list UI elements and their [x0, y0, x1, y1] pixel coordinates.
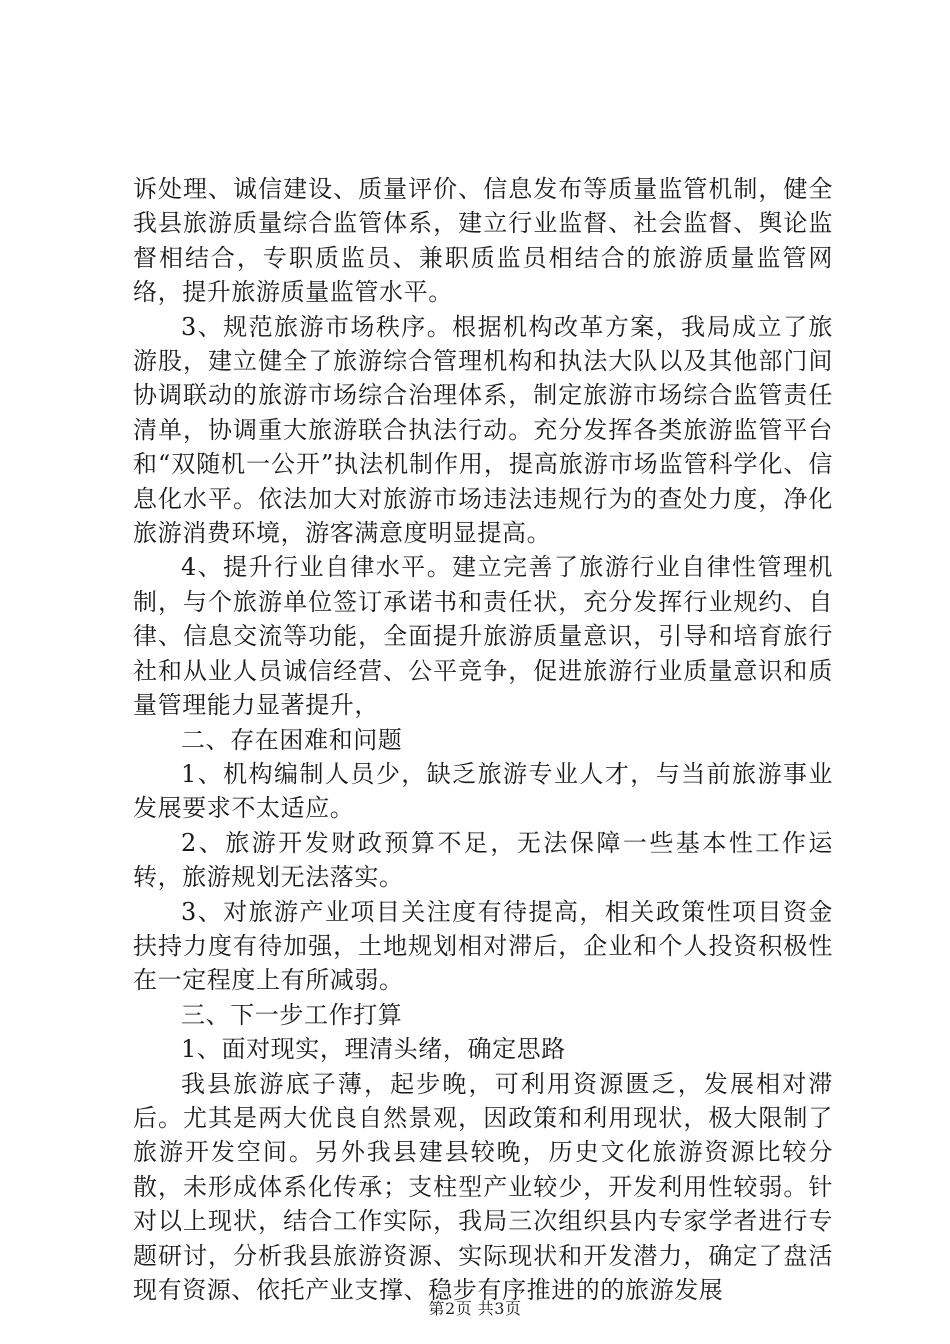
page-footer: 第2页 共3页: [428, 1299, 522, 1318]
document-body: [133, 172, 833, 1307]
paragraph-problem-1: 1、机构编制人员少，缺乏旅游专业人才，与当前旅游事业发展要求不太适应。: [133, 759, 833, 823]
paragraph-problem-2: 2、旅游开发财政预算不足，无法保障一些基本性工作运转，旅游规划无法落实。: [133, 828, 833, 892]
paragraph-self-discipline: 4、提升行业自律水平。建立完善了旅游行业自律性管理机制，与个旅游单位签订承诺书和责任状，充分发挥行业规约、自律、信息交流等功能，全面提升旅游质量意识，引导和培育旅行社和从业人员诚信经营、公平竞争，促进旅游行业质量意识和质量管理能力显著提升，: [133, 553, 833, 720]
paragraph-market-order: 3、规范旅游市场秩序。根据机构改革方案，我局成立了旅游股，建立健全了旅游综合管理机构和执法大队以及其他部门间协调联动的旅游市场综合治理体系，制定旅游市场综合监管责任清单，协调重大旅游联合执法行动。充分发挥各类旅游监管平台和“双随机一公开”执法机制作用，提高旅游市场监管科学化、信息化水平。依法加大对旅游市场违法违规行为的查处力度，净化旅游消费环境，游客满意度明显提高。: [133, 312, 833, 548]
paragraph-next-step-1: 我县旅游底子薄，起步晚，可利用资源匮乏，发展相对滞后。尤其是两大优良自然景观，因政策和利用现状，极大限制了旅游开发空间。另外我县建县较晚，历史文化旅游资源比较分散，未形成体系化传承；支柱型产业较少，开发利用性较弱。针对以上现状，结合工作实际，我局三次组织县内专家学者进行专题研讨，分析我县旅游资源、实际现状和开发潜力，确定了盘活现有资源、依托产业支撑、稳步有序推进的的旅游发展: [133, 1069, 833, 1304]
subheading-next-step-1: 1、面对现实，理清头绪，确定思路: [181, 1035, 566, 1064]
paragraph-problem-3: 3、对旅游产业项目关注度有待提高，相关政策性项目资金扶持力度有待加强，土地规划相对滞后，企业和个人投资积极性在一定程度上有所减弱。: [133, 897, 833, 995]
section-heading-next-steps: 三、下一步工作打算: [181, 1000, 403, 1029]
paragraph-continuation: 诉处理、诚信建设、质量评价、信息发布等质量监管机制，健全我县旅游质量综合监管体系，建立行业监督、社会监督、舆论监督相结合，专职质监员、兼职质监员相结合的旅游质量监管网络，提升旅游质量监管水平。: [133, 175, 833, 307]
section-heading-problems: 二、存在困难和问题: [181, 725, 403, 754]
